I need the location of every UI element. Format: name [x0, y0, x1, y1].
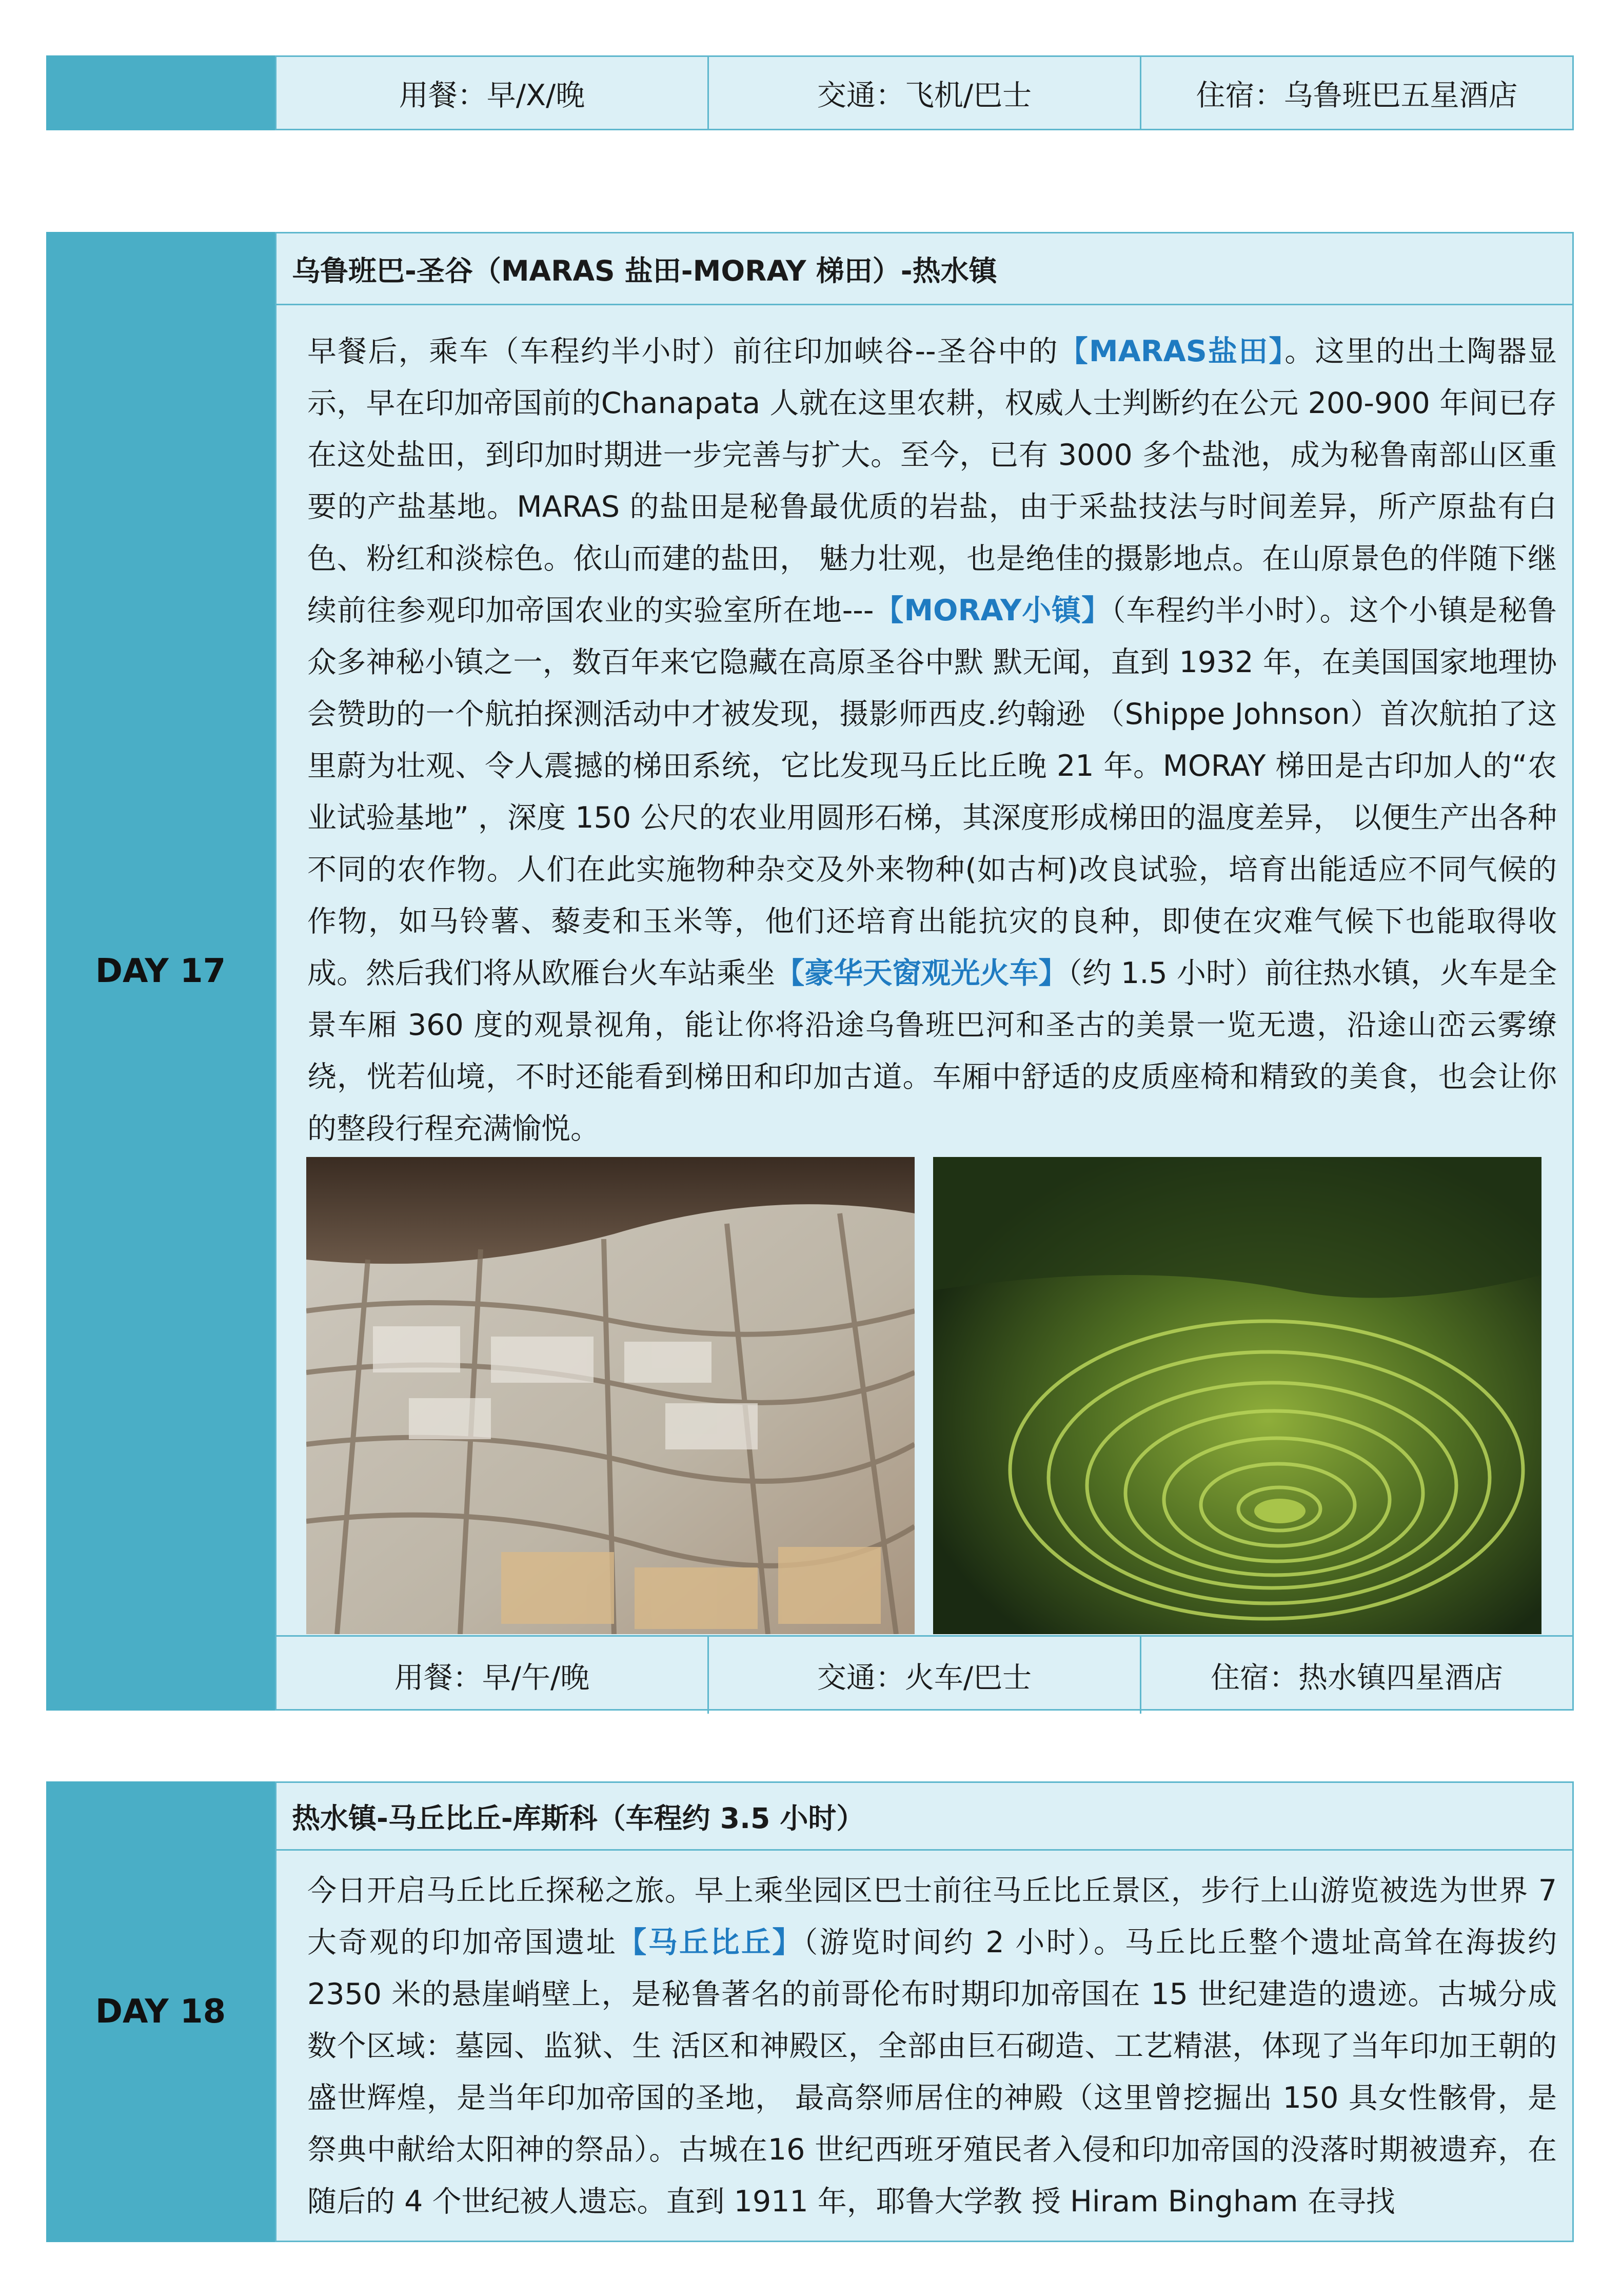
maras-salt-ponds-photo: [306, 1157, 915, 1634]
day16-day-column: [46, 55, 276, 130]
day18-table: [46, 1781, 1574, 2242]
day17-content: [275, 232, 1574, 1711]
day16-info-row: [276, 57, 1572, 129]
highlight-machu-picchu: 【马丘比丘】: [617, 1926, 803, 1959]
day18-day-label: DAY 18: [95, 1993, 226, 2031]
day16-table-tail: [46, 55, 1574, 130]
day17-day-column: [46, 232, 276, 1711]
transport-cell: 交通：火车/巴士: [707, 1637, 1140, 1714]
meals-cell: 用餐：早/午/晚: [394, 1661, 590, 1695]
day17-title: 乌鲁班巴-圣谷（MARAS 盐田-MORAY 梯田）-热水镇: [276, 233, 1572, 305]
highlight-maras: 【MARAS盐田】: [1058, 335, 1285, 368]
day17-table: [46, 232, 1574, 1711]
day17-day-label: DAY 17: [95, 952, 226, 990]
highlight-train: 【豪华天窗观光火车】: [775, 956, 1068, 990]
highlight-moray: 【MORAY小镇】: [874, 594, 1112, 627]
meals-cell: 用餐：早/X/晚: [399, 79, 585, 112]
day18-content: [275, 1781, 1574, 2242]
day16-content: [275, 55, 1574, 130]
transport-cell: 交通：飞机/巴士: [707, 57, 1140, 129]
moray-terraces-photo: [933, 1157, 1541, 1634]
day18-description: 今日开启马丘比丘探秘之旅。早上乘坐园区巴士前往马丘比丘景区，步行上山游览被选为世界 7 大奇观的印加帝国遗址【马丘比丘】（游览时间约 2 小时）。马丘比丘整个遗址高耸在海拔约 2350 米的悬崖峭壁上，是秘鲁著名的前哥伦布时期印加帝国在 15 世纪建造的遗迹。古城分成数个区域：墓园、监狱、生 活区和神殿区，全部由巨石砌造、工艺精湛，体现了当年印加王朝的盛世辉煌，是当年印加帝国的圣地， 最高祭师居住的神殿（这里曾挖掘出 150 具女性骸骨，是祭典中献给太阳神的祭品）。古城在16 世纪西班牙殖民者入侵和印加帝国的没落时期被遗弃，在随后的 4 个世纪被人遗忘。直到 1911 年，耶鲁大学教 授 Hiram Bingham 在寻找: [307, 1874, 1557, 2219]
day18-day-column: [46, 1781, 276, 2242]
hotel-cell: 住宿：热水镇四星酒店: [1140, 1637, 1572, 1714]
day17-info-row: [276, 1635, 1572, 1714]
day17-description: 早餐后，乘车（车程约半小时）前往印加峡谷--圣谷中的【MARAS盐田】。这里的出土陶器显示，早在印加帝国前的Chanapata 人就在这里农耕，权威人士判断约在公元 200-900 年间已存在这处盐田，到印加时期进一步完善与扩大。至今，已有 3000 多个盐池，成为秘鲁南部山区重要的产盐基地。MARAS 的盐田是秘鲁最优质的岩盐，由于采盐技法与时间差异，所产原盐有白色、粉红和淡棕色。依山而建的盐田， 魅力壮观，也是绝佳的摄影地点。在山原景色的伴随下继续前往参观印加帝国农业的实验室所在地---【MORAY小镇】（车程约半小时）。这个小镇是秘鲁众多神秘小镇之一，数百年来它隐藏在高原圣谷中默 默无闻，直到 1932 年，在美国国家地理协会赞助的一个航拍探测活动中才被发现，摄影师西皮.约翰逊 （Shippe Johnson）首次航拍了这里蔚为壮观、令人震撼的梯田系统，它比发现马丘比丘晚 21 年。MORAY 梯田是古印加人的“农业试验基地” ，深度 150 公尺的农业用圆形石梯，其深度形成梯田的温度差异， 以便生产出各种不同的农作物。人们在此实施物种杂交及外来物种(如古柯)改良试验，培育出能适应不同气候的作物，如马铃薯、藜麦和玉米等，他们还培育出能抗灾的良种，即使在灾难气候下也能取得收成。然后我们将从欧雁台火车站乘坐【豪华天窗观光火车】（约 1.5 小时）前往热水镇，火车是全景车厢 360 度的观景视角，能让你将沿途乌鲁班巴河和圣古的美景一览无遗，沿途山峦云雾缭绕，恍若仙境，不时还能看到梯田和印加古道。车厢中舒适的皮质座椅和精致的美食，也会让你的整段行程充满愉悦。: [307, 335, 1557, 1146]
hotel-cell: 住宿：乌鲁班巴五星酒店: [1140, 57, 1572, 129]
day18-title: 热水镇-马丘比丘-库斯科（车程约 3.5 小时）: [276, 1783, 1572, 1851]
